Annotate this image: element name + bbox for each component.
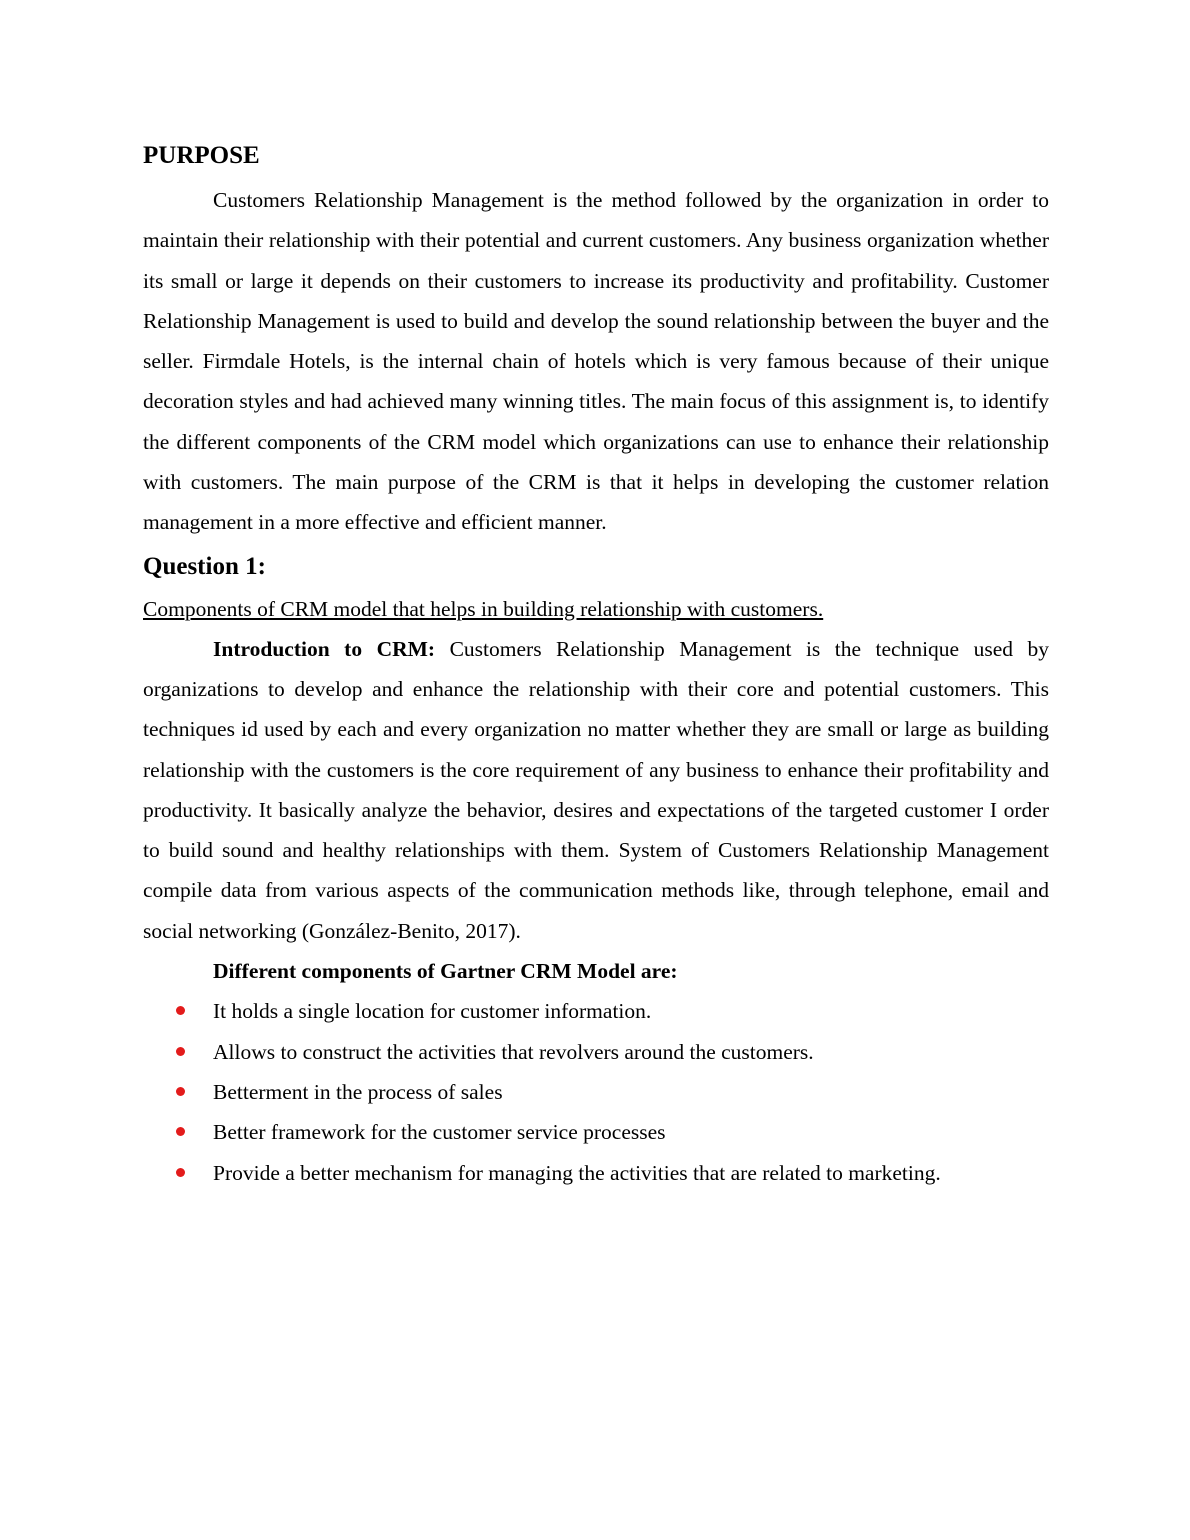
purpose-paragraph: Customers Relationship Management is the method followed by the organization in order to maintain their relationship with their potential and current customers. Any business organization whether its small or large it depends on their customers to increase its productivity and profitability. Customer Relationship Management is used to build and develop the sound relationship between the buyer and the seller. Firmdale Hotels, is the internal chain of hotels which is very famous because of their unique decoration styles and had achieved many winning titles. The main focus of this assignment is, to identify the different components of the CRM model which organizations can use to enhance their relationship with customers. The main purpose of the CRM is that it helps in developing the customer relation management in a more effective and efficient manner.	[143, 188, 1049, 535]
components-list	[143, 991, 1049, 1192]
question-1-heading: Question 1:	[143, 552, 266, 580]
bullet-icon	[176, 1006, 185, 1015]
bullet-icon	[176, 1087, 185, 1096]
list-item	[143, 991, 1049, 1031]
intro-label: Introduction to CRM:	[213, 636, 436, 661]
list-item	[143, 1072, 1049, 1112]
list-item	[143, 1032, 1049, 1072]
list-item-text: Betterment in the process of sales	[213, 1079, 503, 1104]
list-item-text: It holds a single location for customer information.	[213, 999, 652, 1024]
list-item	[143, 1153, 1049, 1193]
bullet-icon	[176, 1127, 185, 1136]
question-1-subtitle: Components of CRM model that helps in building relationship with customers.	[143, 596, 824, 621]
components-list-heading: Different components of Gartner CRM Model are:	[213, 959, 678, 984]
document-page	[143, 138, 1049, 1193]
intro-paragraph	[143, 629, 1049, 951]
bullet-icon	[176, 1168, 185, 1177]
list-item-text: Provide a better mechanism for managing the activities that are related to marketing.	[213, 1160, 941, 1185]
list-item-text: Allows to construct the activities that revolvers around the customers.	[213, 1039, 814, 1064]
list-item-text: Better framework for the customer service processes	[213, 1120, 666, 1145]
intro-text: Customers Relationship Management is the technique used by organizations to develop and enhance the relationship with their core and potential customers. This techniques id used by each and every organization no matter whether they are small or large as building relationship with the customers is the core requirement of any business to enhance their profitability and productivity. It basically analyze the behavior, desires and expectations of the targeted customer I order to build sound and healthy relationships with them. System of Customers Relationship Management compile data from various aspects of the communication methods like, through telephone, email and social networking (González-Benito, 2017).	[143, 636, 1049, 943]
purpose-heading: PURPOSE	[143, 142, 260, 169]
bullet-icon	[176, 1047, 185, 1056]
list-item	[143, 1112, 1049, 1152]
